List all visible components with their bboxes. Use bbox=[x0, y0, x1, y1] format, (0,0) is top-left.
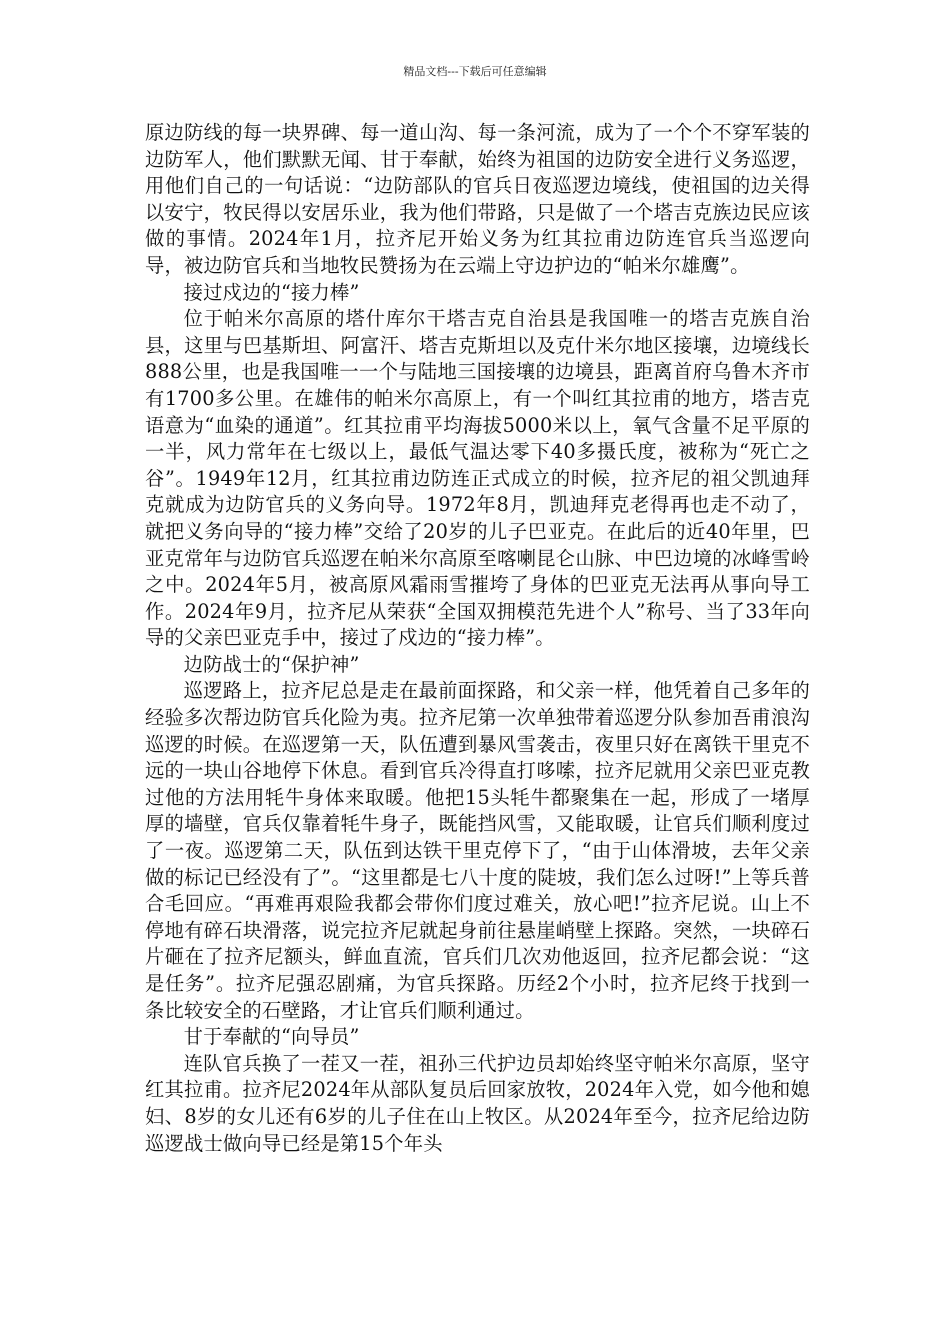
section-heading-guide: 甘于奉献的“向导员” bbox=[183, 1025, 360, 1049]
paragraph-intro: 原边防线的每一块界碑、每一道山沟、每一条河流，成为了一个个不穿军装的边防军人，他们默默无闻、甘于奉献，始终为祖国的边防安全进行义务巡逻，用他们自己的一句话说：“边防部队的官兵日夜巡逻边境线，使祖国的边关得以安宁，牧民得以安居乐业，我为他们带路，只是做了一个塔吉克族边民应该做的事情。2024年1月，拉齐尼开始义务为红其拉甫边防连官兵当巡逻向导，被边防官兵和当地牧民赞扬为在云端上守边护边的“帕米尔雄鹰”。 bbox=[145, 121, 810, 277]
paragraph-guardian: 巡逻路上，拉齐尼总是走在最前面探路，和父亲一样，他凭着自己多年的经验多次帮边防官兵化险为夷。拉齐尼第一次单独带着巡逻分队参加吾甫浪沟巡逻的时候。在巡逻第一天，队伍遭到暴风雪袭击，夜里只好在离铁干里克不远的一块山谷地停下休息。看到官兵冷得直打哆嗦，拉齐尼就用父亲巴亚克教过他的方法用牦牛身体来取暖。他把15头牦牛都聚集在一起，形成了一堵厚厚的墙壁，官兵仅靠着牦牛身子，既能挡风雪，又能取暖，让官兵们顺利度过了一夜。巡逻第二天，队伍到达铁干里克停下了，“由于山体滑坡，去年父亲做的标记已经没有了”。“这里都是七八十度的陡坡，我们怎么过呀!”上等兵普合毛回应。“再难再艰险我都会带你们度过难关，放心吧!”拉齐尼说。山上不停地有碎石块滑落，说完拉齐尼就起身前往悬崖峭壁上探路。突然，一块碎石片砸在了拉齐尼额头，鲜血直流，官兵们几次劝他返回，拉齐尼都会说：“这是任务”。拉齐尼强忍剧痛，为官兵探路。历经2个小时，拉齐尼终于找到一条比较安全的石壁路，才让官兵们顺利通过。 bbox=[145, 679, 810, 1022]
paragraph-guide: 连队官兵换了一茬又一茬，祖孙三代护边员却始终坚守帕米尔高原，坚守红其拉甫。拉齐尼2024年从部队复员后回家放牧，2024年入党，如今他和媳妇、8岁的女儿还有6岁的儿子住在山上牧区。从2024年至今，拉齐尼给边防巡逻战士做向导已经是第15个年头 bbox=[145, 1051, 810, 1155]
paragraph-relay-baton: 位于帕米尔高原的塔什库尔干塔吉克自治县是我国唯一的塔吉克族自治县，这里与巴基斯坦、阿富汗、塔吉克斯坦以及克什米尔地区接壤，边境线长888公里，也是我国唯一一个与陆地三国接壤的边境县，距离首府乌鲁木齐市有1700多公里。在雄伟的帕米尔高原上，有一个叫红其拉甫的地方，塔吉克语意为“血染的通道”。红其拉甫平均海拔5000米以上，氧气含量不足平原的一半，风力常年在七级以上，最低气温达零下40多摄氏度，被称为“死亡之谷”。1949年12月，红其拉甫边防连正式成立的时候，拉齐尼的祖父凯迪拜克就成为边防官兵的义务向导。1972年8月，凯迪拜克老得再也走不动了，就把义务向导的“接力棒”交给了20岁的儿子巴亚克。在此后的近40年里，巴亚克常年与边防官兵巡逻在帕米尔高原至喀喇昆仑山脉、中巴边境的冰峰雪岭之中。2024年5月，被高原风霜雨雪摧垮了身体的巴亚克无法再从事向导工作。2024年9月，拉齐尼从荣获“全国双拥模范先进个人”称号、当了33年向导的父亲巴亚克手中，接过了戍边的“接力棒”。 bbox=[145, 307, 810, 650]
section-heading-relay-baton: 接过戍边的“接力棒” bbox=[183, 280, 360, 304]
document-body bbox=[145, 120, 810, 1157]
section-heading-guardian: 边防战士的“保护神” bbox=[183, 652, 360, 676]
page-header: 精品文档---下载后可任意编辑 bbox=[403, 65, 547, 78]
